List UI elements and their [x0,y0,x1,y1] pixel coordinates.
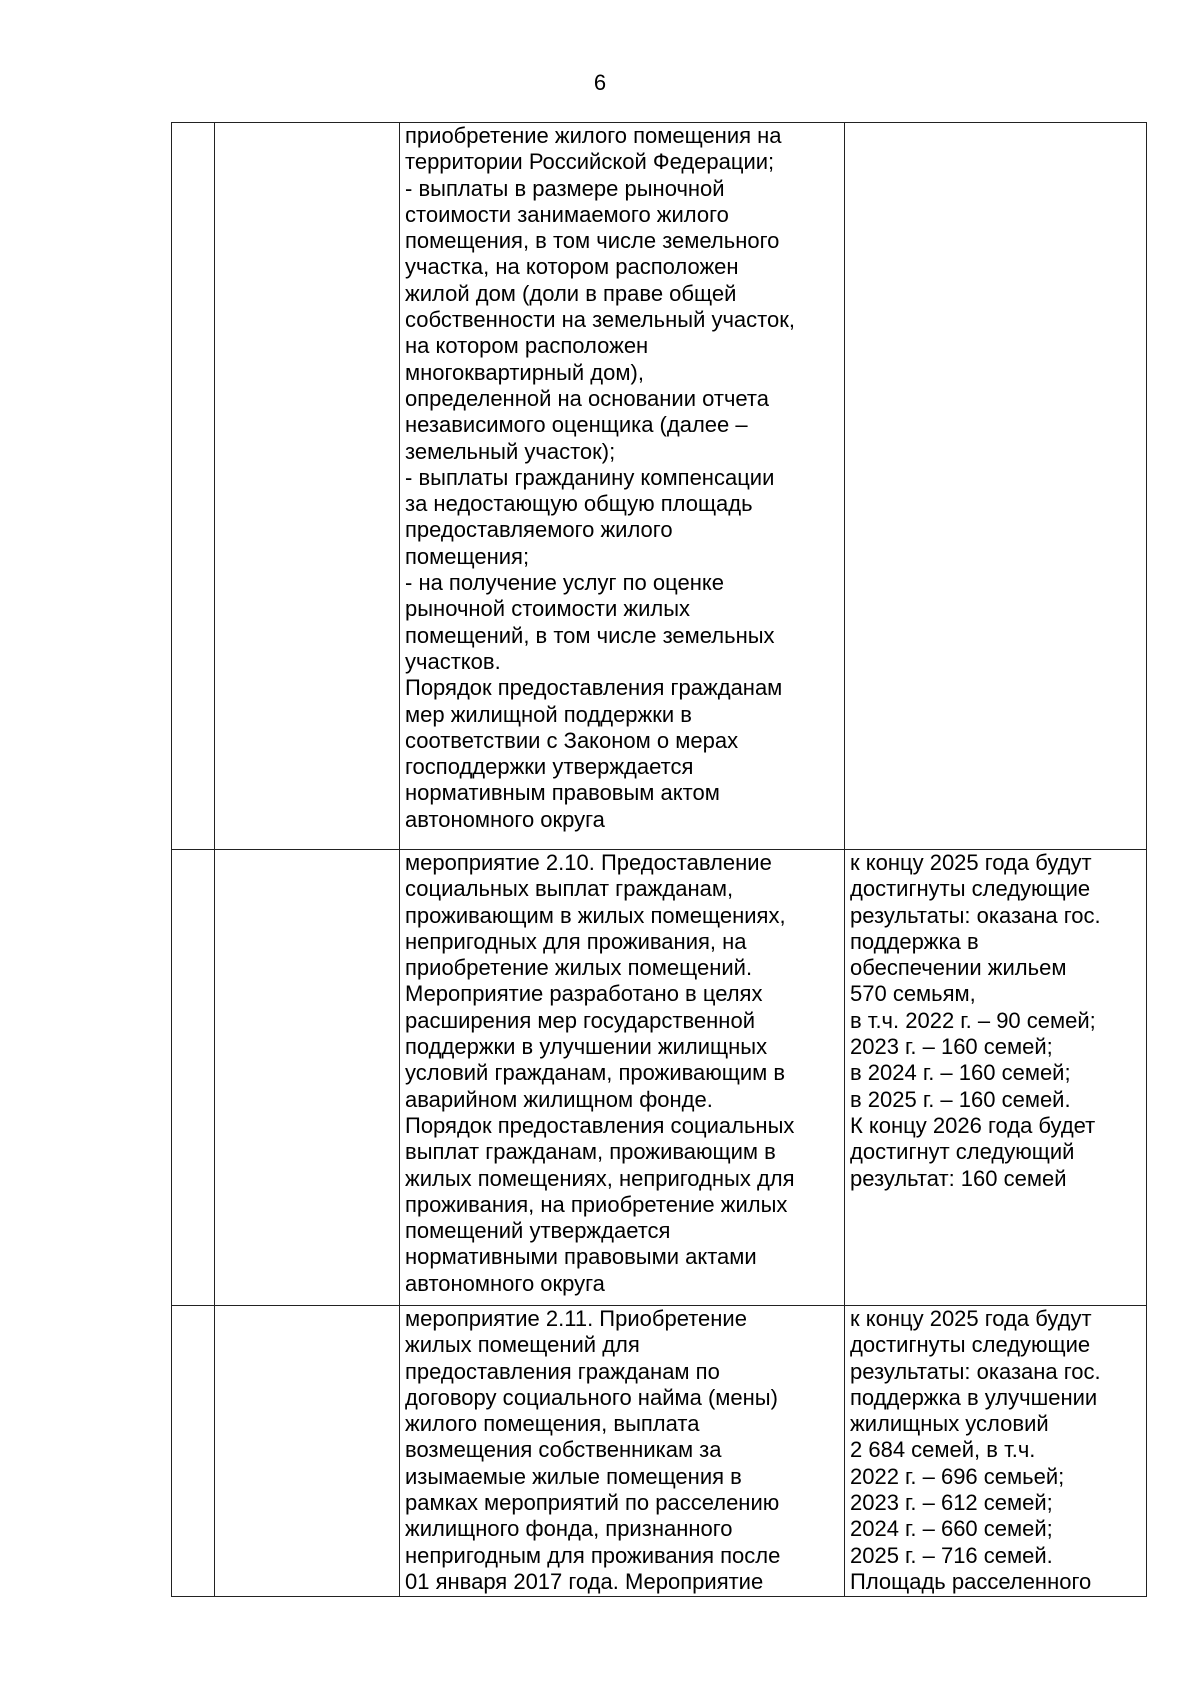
description-text: мероприятие 2.11. Приобретение жилых помещений для предоставления гражданам по договору социального найма (мены) жилого помещения, выплата возмещения собственникам за изымаемые жилые помещения в рамках мероприятий по расселению жилищного фонда, признанного непригодным для проживания после 01 января 2017 года. Мероприятие [405,1306,781,1594]
table-cell-number [172,123,215,850]
table-cell-task [215,1306,400,1597]
table-row [172,850,1147,1306]
result-text: к концу 2025 года будут достигнуты следующие результаты: оказана гос. поддержка в обеспечении жильем 570 семьям, в т.ч. 2022 г. – 90 семей; 2023 г. – 160 семей; в 2024 г. – 160 семей; в 2025 г. – 160 семей. К концу 2026 года будет достигнут следующий результат: 160 семей [850,850,1101,1191]
table-cell-result [845,850,1147,1306]
table-row [172,123,1147,850]
description-text: мероприятие 2.10. Предоставление социальных выплат гражданам, проживающим в жилых помещениях, непригодных для проживания, на приобретение жилых помещений. Мероприятие разработано в целях расширения мер государственной поддержки в улучшении жилищных условий гражданам, проживающим в аварийном жилищном фонде. Порядок предоставления социальных выплат гражданам, проживающим в жилых помещениях, непригодных для проживания, на приобретение жилых помещений утверждается нормативными правовыми актами автономного округа [405,850,795,1296]
table-cell-description [400,1306,845,1597]
table-cell-task [215,123,400,850]
table-cell-description [400,123,845,850]
result-text: к концу 2025 года будут достигнуты следующие результаты: оказана гос. поддержка в улучшении жилищных условий 2 684 семей, в т.ч. 2022 г. – 696 семьей; 2023 г. – 612 семей; 2024 г. – 660 семей; 2025 г. – 716 семей. Площадь расселенного [850,1306,1101,1594]
description-text: приобретение жилого помещения на территории Российской Федерации; - выплаты в размере рыночной стоимости занимаемого жилого помещения, в том числе земельного участка, на котором расположен жилой дом (доли в праве общей собственности на земельный участок, на котором расположен многоквартирный дом), определенной на основании отчета независимого оценщика (далее – земельный участок); - выплаты гражданину компенсации за недостающую общую площадь предоставляемого жилого помещения; - на получение услуг по оценке рыночной стоимости жилых помещений, в том числе земельных участков. Порядок предоставления гражданам мер жилищной поддержки в соответствии с Законом о мерах господдержки утверждается нормативным правовым актом автономного округа [405,123,795,832]
program-table [171,122,1147,1597]
table-row [172,1306,1147,1597]
table-cell-description [400,850,845,1306]
page-number: 6 [593,70,607,95]
table-cell-result [845,123,1147,850]
table-cell-number [172,1306,215,1597]
table-cell-number [172,850,215,1306]
table-cell-task [215,850,400,1306]
table-cell-result [845,1306,1147,1597]
